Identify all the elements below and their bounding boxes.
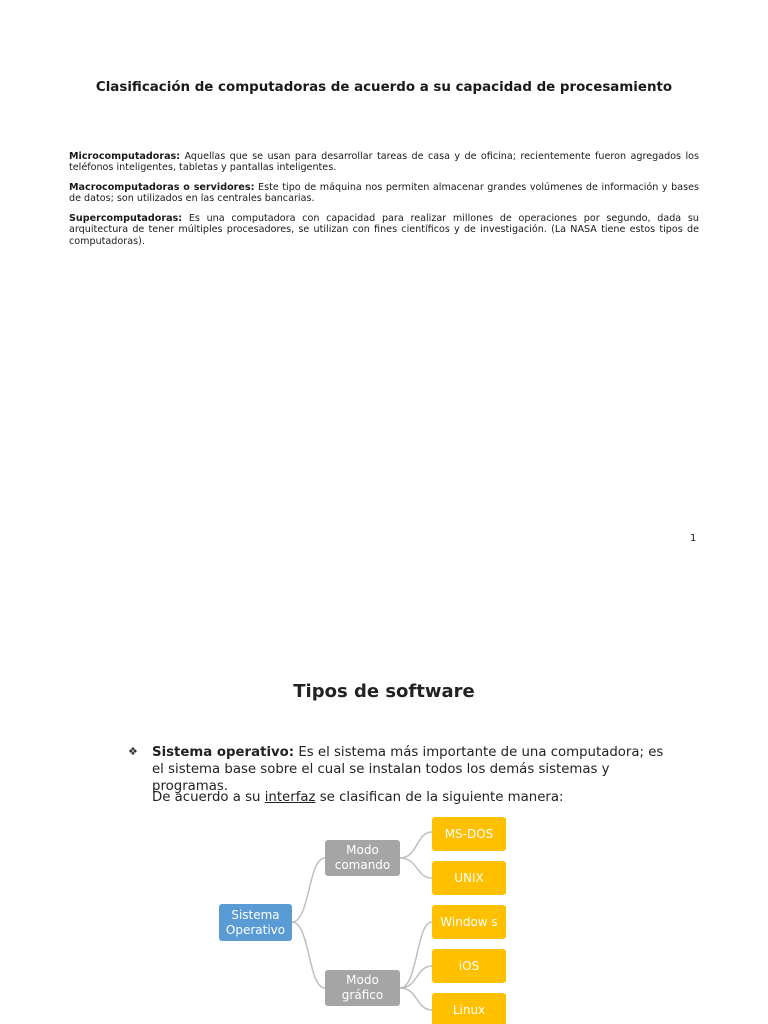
leaf-linux-label: Linux: [452, 1003, 486, 1017]
node-comando-line2: comando: [334, 858, 391, 872]
term-supercomputadoras: Supercomputadoras:: [69, 213, 183, 224]
node-comando-line1: Modo: [346, 843, 379, 857]
node-sistema-operativo: [219, 904, 292, 941]
term-macrocomputadoras: Macrocomputadoras o servidores:: [69, 182, 255, 193]
node-linux: [432, 993, 506, 1024]
node-ms-dos: [432, 817, 506, 851]
intro-before: De acuerdo a su: [152, 790, 265, 805]
leaf-msdos-label: MS-DOS: [444, 827, 494, 841]
connector-root-comando: [292, 858, 325, 922]
term-sistema-operativo: Sistema operativo:: [152, 745, 295, 760]
text-supercomputadoras: Es una computadora con capacidad para realizar millones de operaciones por segundo, dada su arquitectura de tener múltiples procesadores, se utilizan con fines científicos y de investigación. (La NASA tiene estos tipos de computadoras).: [69, 213, 699, 247]
node-grafico-line2: gráfico: [341, 988, 384, 1002]
term-microcomputadoras: Microcomputadoras:: [69, 151, 181, 162]
node-root-line2: Operativo: [225, 923, 286, 937]
text-sistema-operativo: Es el sistema más importante de una computadora; es el sistema base sobre el cual se instalan todos los demás sistemas y programas.: [152, 745, 664, 794]
diamond-bullet-icon: ❖: [128, 745, 138, 758]
leaf-windows-label: Window s: [440, 915, 498, 929]
text-macrocomputadoras: Este tipo de máquina nos permiten almacenar grandes volúmenes de información y bases de datos; son utilizados en las centrales bancarias.: [69, 182, 699, 205]
leaf-unix-label: UNIX: [454, 871, 484, 885]
intro-after: se clasifican de la siguiente manera:: [315, 790, 564, 805]
text-microcomputadoras: Aquellas que se usan para desarrollar tareas de casa y de oficina; recientemente fueron agregados los teléfonos inteligentes, tabletas y pantallas inteligentes.: [69, 151, 699, 174]
node-root-line1: Sistema: [231, 908, 280, 922]
connector-comando-msdos: [400, 832, 432, 858]
node-unix: [432, 861, 506, 895]
page-number: 1: [690, 533, 697, 544]
node-windows: [432, 905, 506, 939]
connector-comando-unix: [400, 858, 432, 878]
connector-grafico-linux: [400, 988, 432, 1010]
leaf-ios-label: iOS: [458, 959, 480, 973]
node-grafico-line1: Modo: [346, 973, 379, 987]
node-modo-comando: [325, 840, 400, 876]
page1-title: Clasificación de computadoras de acuerdo a su capacidad de procesamiento: [95, 80, 673, 95]
connector-root-grafico: [292, 922, 325, 988]
interfaz-link: interfaz: [264, 790, 316, 805]
node-ios: [432, 949, 506, 983]
connector-grafico-ios: [400, 966, 432, 988]
page2-title: Tipos de software: [293, 681, 475, 702]
node-modo-grafico: [325, 970, 400, 1006]
